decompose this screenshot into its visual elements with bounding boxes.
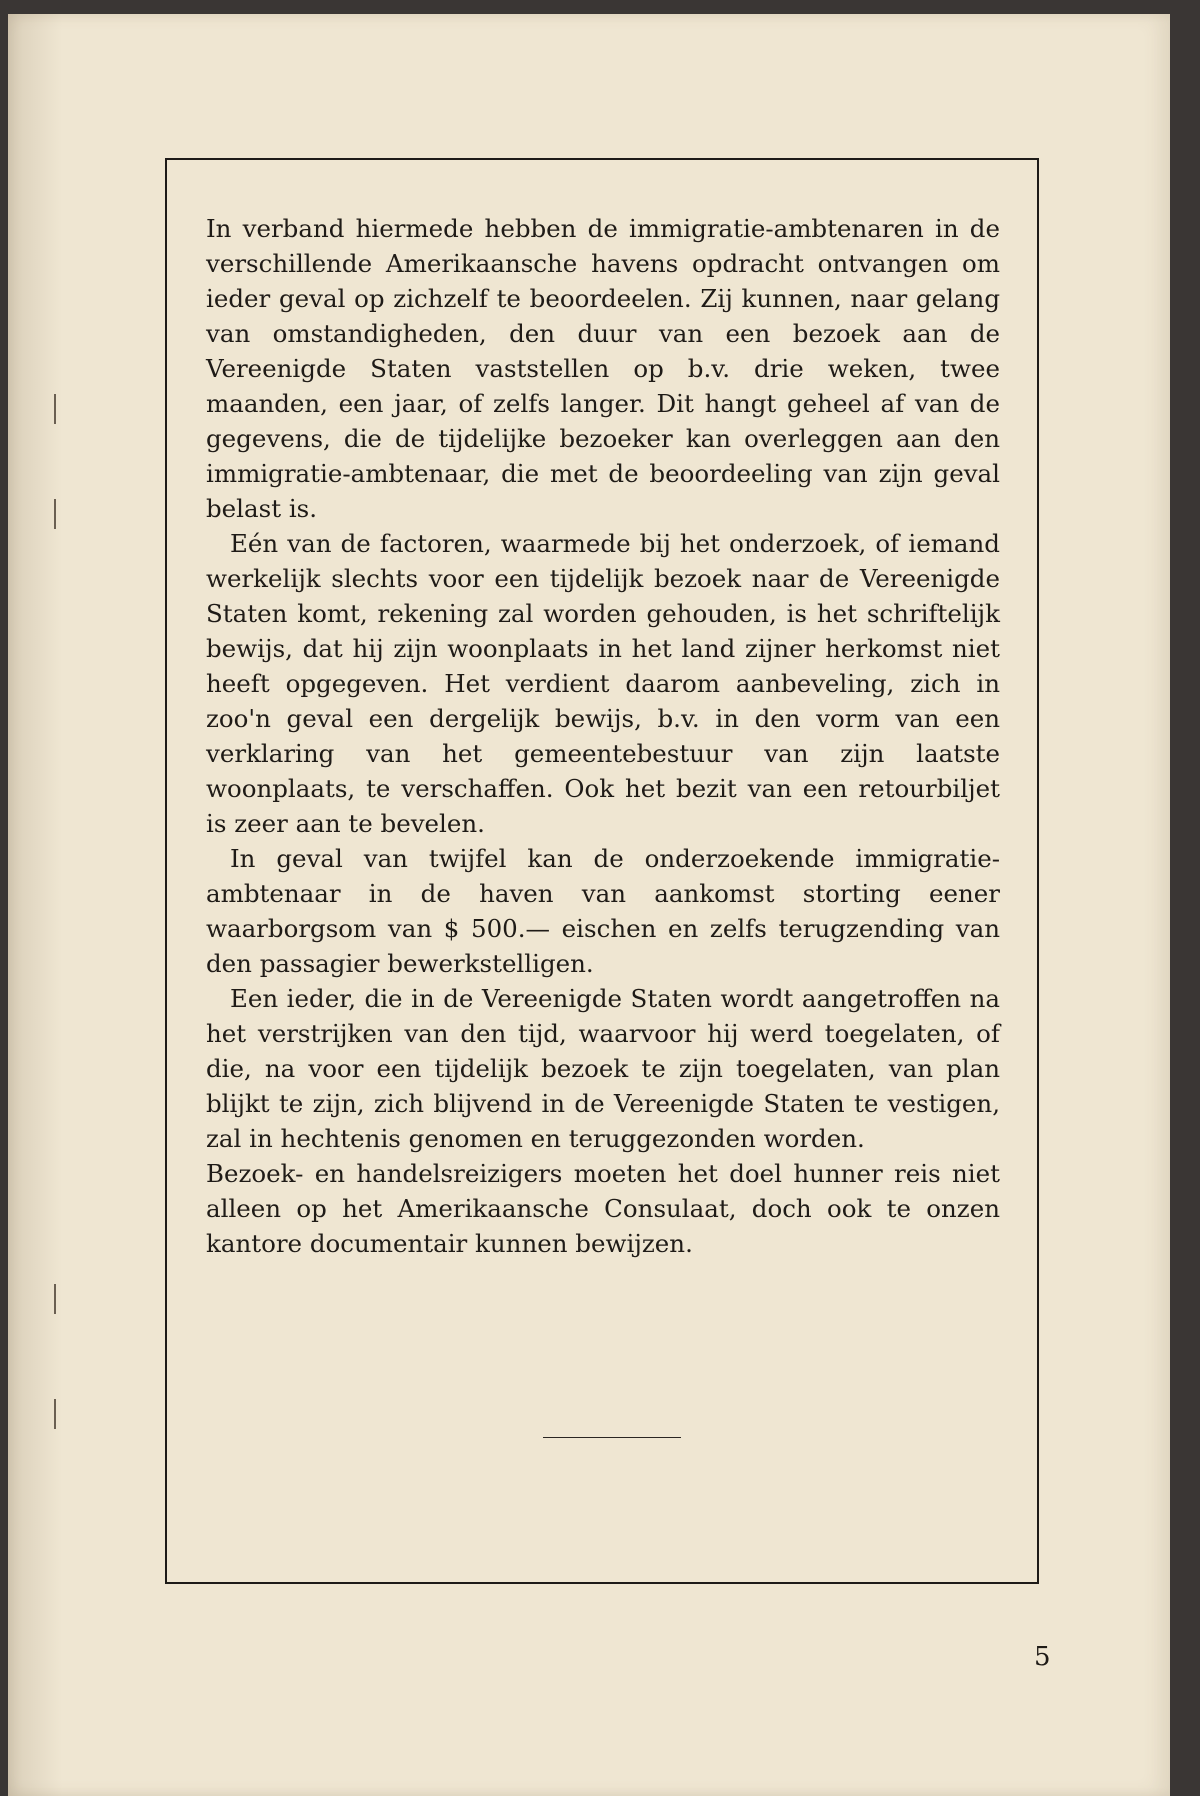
binding-shadow <box>8 14 62 1796</box>
section-divider <box>543 1437 681 1438</box>
paragraph: Een ieder, die in de Vereenigde Staten wordt aangetroffen na het verstrijken van den tijd, waarvoor hij werd toegelaten, of die, na voor een tijdelijk bezoek te zijn toegelaten, van plan blijkt te zijn, zich blijvend in de Vereenigde Staten te vestigen, zal in hechtenis genomen en teruggezonden worden. <box>206 984 1000 1153</box>
paragraph: In verband hiermede hebben de immigratie-ambtenaren in de verschillende Amerikaansche havens opdracht ontvangen om ieder geval op zichzelf te beoordeelen. Zij kunnen, naar gelang van omstandigheden, den duur van een bezoek aan de Vereenigde Staten vaststellen op b.v. drie weken, twee maanden, een jaar, of zelfs langer. Dit hangt geheel af van de gegevens, die de tijdelijke bezoeker kan overleggen aan den immigratie-ambtenaar, die met de beoordeeling van zijn geval belast is. <box>206 214 1000 523</box>
paragraph: In geval van twijfel kan de onderzoekende immigratie-ambtenaar in de haven van aankomst storting eener waarborgsom van $ 500.— eischen en zelfs terugzending van den passagier bewerkstelligen. <box>206 844 1000 978</box>
edge-mark <box>54 1399 56 1429</box>
paragraph: Eén van de factoren, waarmede bij het onderzoek, of iemand werkelijk slechts voor een tijdelijk bezoek naar de Vereenigde Staten komt, rekening zal worden gehouden, is het schriftelijk bewijs, dat hij zijn woonplaats in het land zijner herkomst niet heeft opgegeven. Het verdient daarom aanbeveling, zich in zoo'n geval een dergelijk bewijs, b.v. in den vorm van een verklaring van het gemeentebestuur van zijn laatste woonplaats, te verschaffen. Ook het bezit van een retourbiljet is zeer aan te bevelen. <box>206 529 1000 838</box>
edge-mark <box>54 394 56 424</box>
page-number: 5 <box>1034 1642 1051 1672</box>
document-page <box>8 14 1170 1796</box>
edge-mark <box>54 1284 56 1314</box>
edge-mark <box>54 499 56 529</box>
paragraph: Bezoek- en handelsreizigers moeten het doel hunner reis niet alleen op het Amerikaansche Consulaat, doch ook te onzen kantore documentair kunnen bewijzen. <box>206 1159 1000 1258</box>
body-text <box>206 211 1000 1261</box>
